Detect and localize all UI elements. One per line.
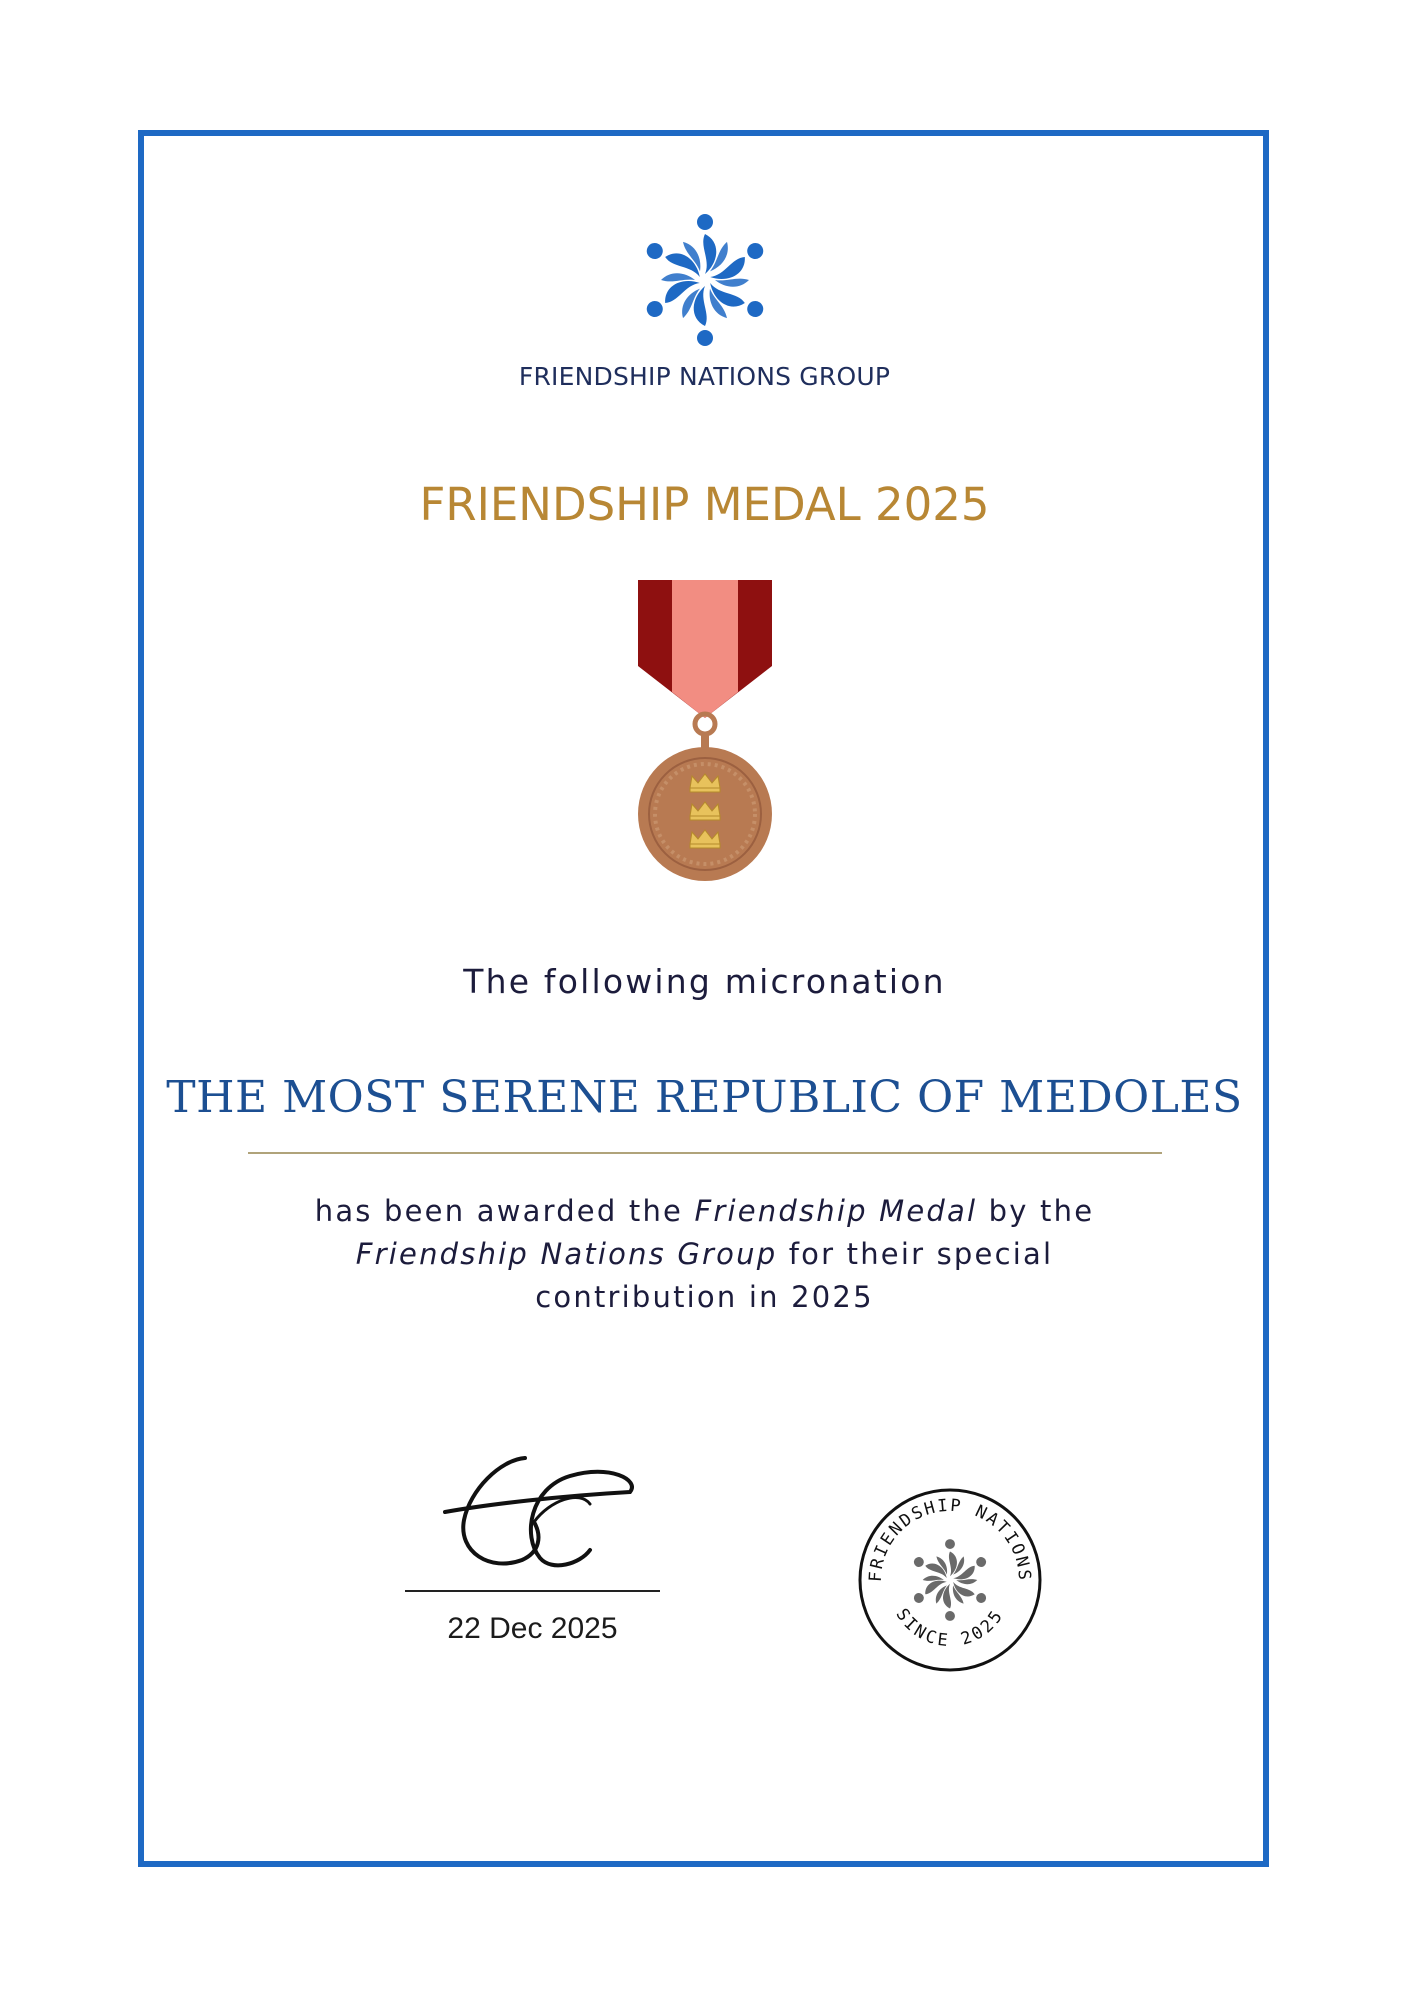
signature-icon — [430, 1440, 650, 1580]
citation-line-3: contribution in 2025 — [535, 1280, 874, 1314]
signature-date: 22 Dec 2025 — [447, 1612, 618, 1645]
seal-stamp-icon — [855, 1485, 1045, 1675]
citation-line-2 — [0, 1233, 1409, 1276]
intro-text: The following micronation — [463, 962, 946, 1001]
medal-name: Friendship Medal — [694, 1194, 978, 1228]
signature-line — [405, 1590, 660, 1592]
divider — [248, 1152, 1162, 1154]
medal-icon — [630, 578, 780, 883]
recipient-name: THE MOST SERENE REPUBLIC OF MEDOLES — [166, 1072, 1243, 1123]
friendship-logo-icon — [630, 210, 780, 350]
award-title: FRIENDSHIP MEDAL 2025 — [419, 478, 990, 531]
citation-line-1-a: has been awarded the — [314, 1194, 695, 1228]
seal-bottom-text: SINCE 2025 — [891, 1605, 1009, 1652]
citation-line-1 — [0, 1190, 1409, 1233]
organization-name: FRIENDSHIP NATIONS GROUP — [518, 362, 891, 391]
citation-line-2-b: for their special — [777, 1237, 1054, 1271]
citation-text — [0, 1190, 1409, 1319]
citation-line-1-b: by the — [977, 1194, 1095, 1228]
seal-top-text: FRIENDSHIP NATIONS — [865, 1495, 1035, 1583]
group-name: Friendship Nations Group — [355, 1237, 778, 1271]
